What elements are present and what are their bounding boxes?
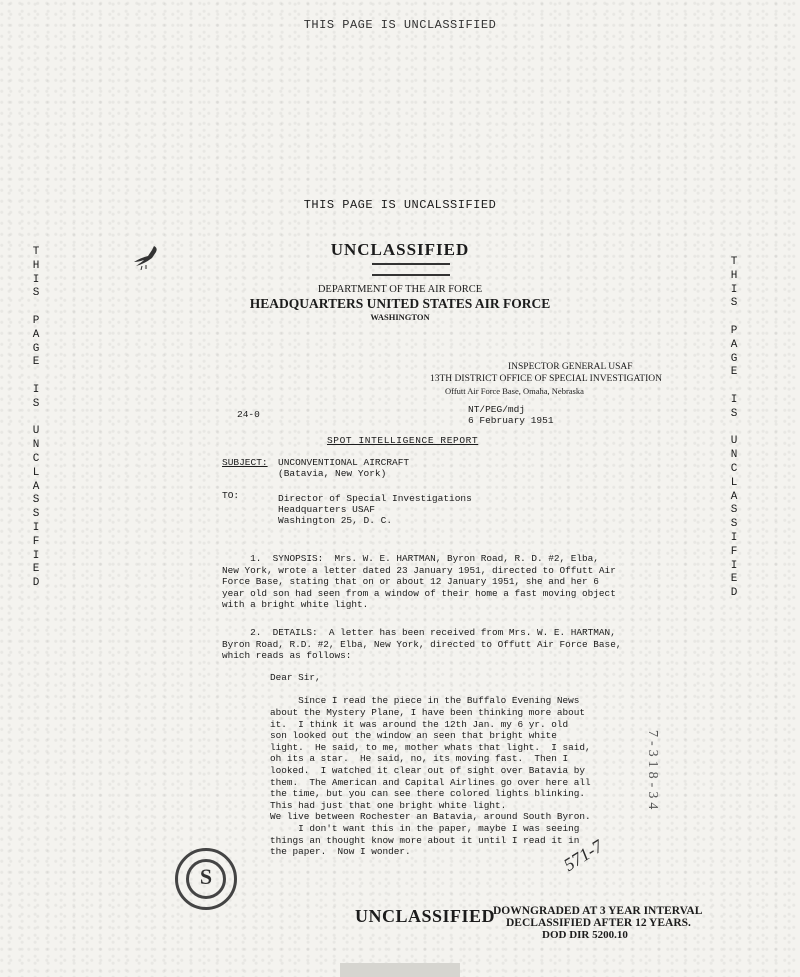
- hq-heading: HEADQUARTERS UNITED STATES AIR FORCE: [249, 296, 551, 311]
- downgrade-line-2: DECLASSIFIED AFTER 12 YEARS.: [506, 917, 691, 929]
- redaction-strike-mark: [372, 263, 450, 276]
- letter-line: looked. I watched it clear out of sight over Batavia by: [270, 765, 586, 776]
- letter-line: oh its a star. He said, no, its moving fast. Then I: [270, 753, 569, 765]
- bird-scribble-icon: [132, 244, 162, 270]
- office-line-2: 13TH DISTRICT OFFICE OF SPECIAL INVESTIGATION: [430, 374, 662, 384]
- letter-line: This had just that one bright white light.: [270, 799, 507, 811]
- department-heading: DEPARTMENT OF THE AIR FORCE: [317, 284, 483, 295]
- left-margin-classification: T H I S P A G E I S U N C L A S S I F I E D: [32, 246, 40, 590]
- page-unclassified-line: THIS PAGE IS UNCALSSIFIED: [303, 198, 497, 212]
- body-line: New York, wrote a letter dated 23 January 1951, directed to Offutt Air: [222, 564, 616, 576]
- report-date: 6 February 1951: [468, 415, 554, 426]
- to-label: TO:: [222, 490, 240, 501]
- scan-edge-strip: [340, 963, 460, 977]
- subject-line-2: (Batavia, New York): [278, 468, 387, 479]
- letter-line: the paper. Now I wonder.: [270, 846, 411, 858]
- body-line: with a bright white light.: [222, 599, 369, 611]
- body-line: 1. SYNOPSIS: Mrs. W. E. HARTMAN, Byron Road, R. D. #2, Elba,: [222, 553, 599, 564]
- to-line-1: Director of Special Investigations: [278, 493, 472, 504]
- body-line: Force Base, stating that on or about 12 January 1951, she and her 6: [222, 576, 599, 588]
- letter-line: it. I think it was around the 12th Jan. my 6 yr. old: [270, 718, 569, 730]
- letter-line: about the Mystery Plane, I have been thinking more about: [270, 707, 586, 718]
- subject-line-1: UNCONVENTIONAL AIRCRAFT: [278, 457, 410, 468]
- office-line-1: INSPECTOR GENERAL USAF: [508, 362, 633, 372]
- right-margin-classification: T H I S P A G E I S U N C L A S S I F I E D: [730, 256, 738, 600]
- to-line-2: Headquarters USAF: [278, 504, 375, 515]
- file-number: 24-0: [237, 409, 260, 420]
- office-line-3: Offutt Air Force Base, Omaha, Nebraska: [445, 386, 584, 396]
- unclassified-stamp-top: UNCLASSIFIED: [330, 240, 470, 259]
- handwritten-number: 571-7: [560, 835, 607, 875]
- handwritten-margin-number: 7-318-34: [645, 730, 660, 814]
- letter-line: son looked out the window an seen that bright white: [270, 730, 557, 742]
- letter-line: We live between Rochester an Batavia, around South Byron.: [270, 811, 591, 823]
- body-line: which reads as follows:: [222, 650, 352, 662]
- to-line-3: Washington 25, D. C.: [278, 515, 393, 526]
- reference-code: NT/PEG/mdj: [468, 404, 526, 415]
- report-title: SPOT INTELLIGENCE REPORT: [327, 435, 479, 446]
- seal-letter: S: [186, 859, 226, 899]
- city-heading: WASHINGTON: [370, 312, 430, 322]
- downgrade-line-1: DOWNGRADED AT 3 YEAR INTERVAL: [493, 905, 703, 917]
- body-line: 2. DETAILS: A letter has been received from Mrs. W. E. HARTMAN,: [222, 627, 616, 638]
- letter-line: Dear Sir,: [270, 671, 321, 683]
- letter-line: light. He said, to me, mother whats that light. I said,: [270, 741, 591, 753]
- letter-line: things an thought know more about it until I read it in: [270, 834, 580, 846]
- downgrade-line-3: DOD DIR 5200.10: [542, 929, 628, 941]
- letter-line: Since I read the piece in the Buffalo Evening News: [270, 695, 580, 707]
- letter-line: the time, but you can see there colored lights blinking.: [270, 788, 586, 800]
- letter-line: them. The American and Capital Airlines go over here all: [270, 776, 591, 788]
- body-line: Byron Road, R.D. #2, Elba, New York, directed to Offutt Air Force Base,: [222, 638, 622, 650]
- body-line: year old son had seen from a window of their home a fast moving object: [222, 587, 616, 599]
- unclassified-stamp-bottom: UNCLASSIFIED: [355, 906, 496, 926]
- subject-label: SUBJECT:: [222, 457, 268, 468]
- letter-line: I don't want this in the paper, maybe I was seeing: [270, 823, 580, 834]
- top-classification-banner: THIS PAGE IS UNCLASSIFIED: [303, 18, 497, 32]
